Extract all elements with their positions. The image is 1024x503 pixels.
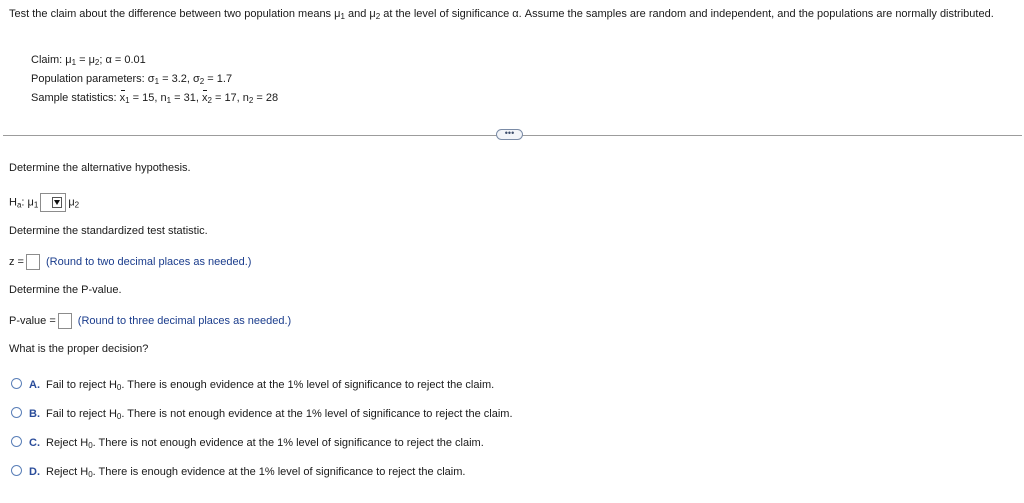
decision-option-d[interactable]: D. Reject $H_0$. There is enough evidence at the 1% level of significance to reject the claim. — [11, 464, 465, 480]
radio-button[interactable] — [11, 465, 22, 476]
decision-prompt: What is the proper decision? — [9, 343, 149, 355]
sample-statistics-line: Sample statistics: $x_1 = 15$, $n_1 = 31$, $x_2 = 17$, $n_2 = 28$ — [31, 89, 278, 108]
question-text: Test the claim about the difference between two population means $\mu_1$ and $\mu_2$ at the level of significance α. Assume the samples are random and independent, and the populations are normally distributed. — [9, 8, 994, 21]
radio-button[interactable] — [11, 436, 22, 447]
test-statistic-prompt: Determine the standardized test statistic. — [9, 225, 208, 237]
radio-button[interactable] — [11, 407, 22, 418]
p-value-answer-input[interactable] — [58, 313, 72, 329]
decision-option-c[interactable]: C. Reject $H_0$. There is not enough evidence at the 1% level of significance to reject the claim. — [11, 435, 484, 451]
z-answer-input[interactable] — [26, 254, 40, 270]
alt-hypothesis-prompt: Determine the alternative hypothesis. — [9, 162, 191, 174]
p-value-row: P-value = (Round to three decimal places as needed.) — [9, 313, 291, 329]
radio-button[interactable] — [11, 378, 22, 389]
given-info — [31, 51, 278, 108]
alt-hypothesis-row: $H_a$: $\mu_1$ $\mu_2$ — [9, 193, 79, 212]
hypothesis-operator-dropdown[interactable] — [40, 193, 66, 212]
claim-line: Claim: $\mu_1 = \mu_2$; α = 0.01 — [31, 54, 146, 67]
dropdown-arrow-icon — [52, 197, 62, 208]
decision-option-b[interactable]: B. Fail to reject $H_0$. There is not enough evidence at the 1% level of significance to reject the claim. — [11, 406, 513, 422]
p-value-prompt: Determine the P-value. — [9, 284, 122, 296]
decision-option-a[interactable]: A. Fail to reject $H_0$. There is enough evidence at the 1% level of significance to reject the claim. — [11, 377, 494, 393]
population-parameters-line: Population parameters: $\sigma_1 = 3.2$, $\sigma_2 = 1.7$ — [31, 73, 233, 86]
more-button[interactable]: ••• — [496, 129, 523, 140]
test-statistic-row: z = (Round to two decimal places as needed.) — [9, 254, 251, 270]
